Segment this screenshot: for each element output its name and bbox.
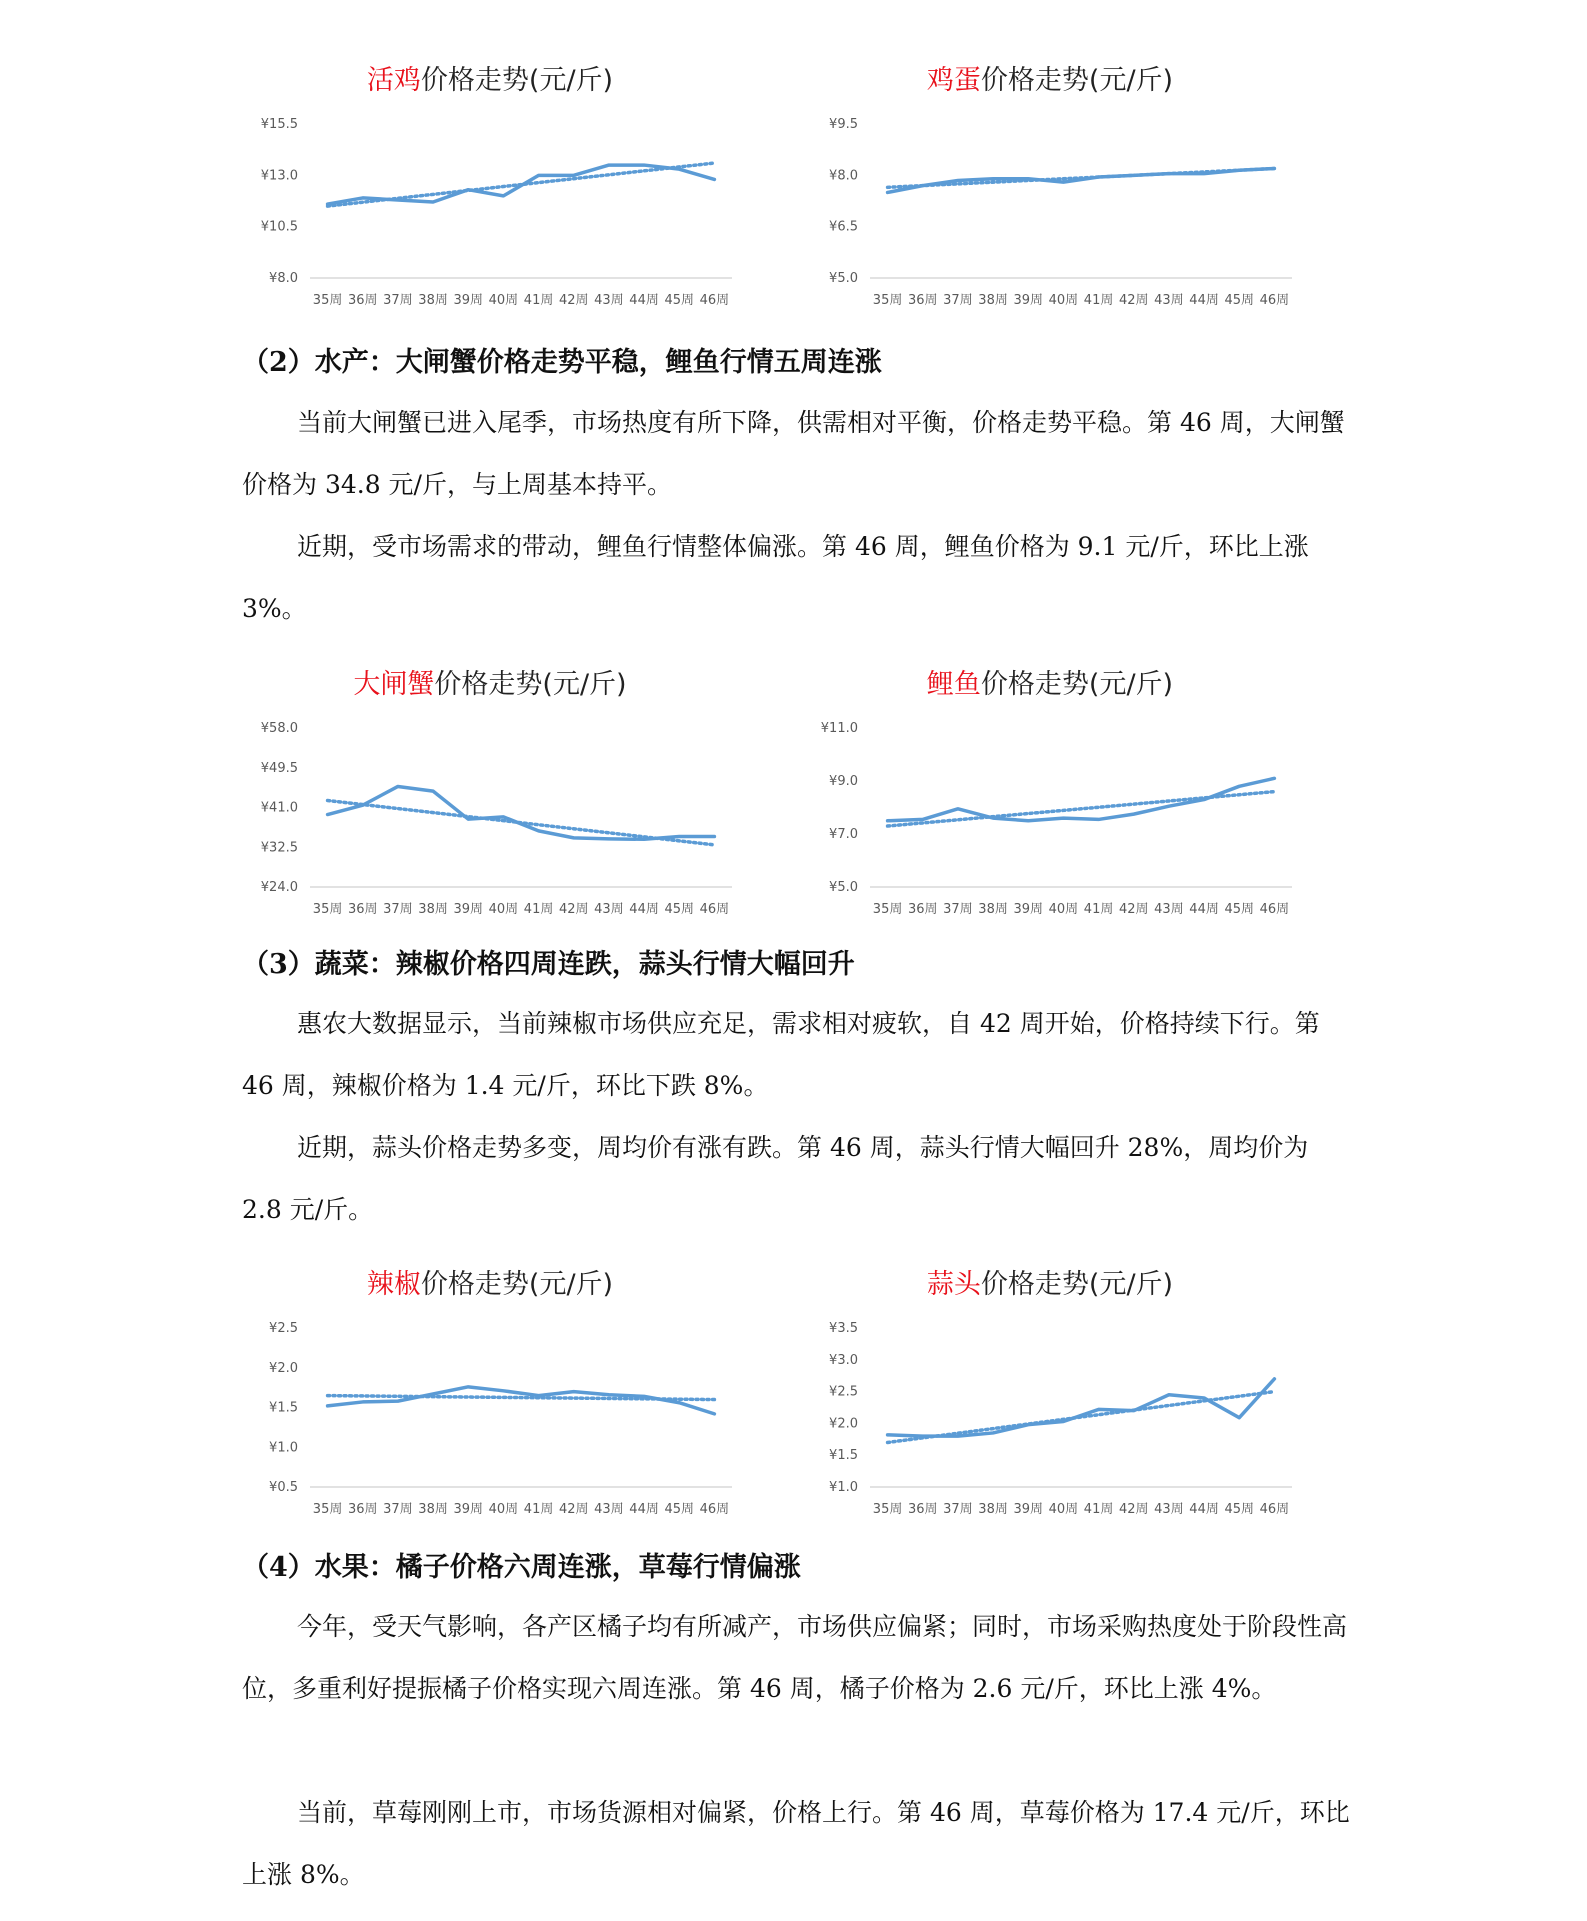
x-tick-label: 45周 bbox=[664, 293, 695, 308]
chart-chicken bbox=[240, 52, 740, 322]
x-tick-label: 42周 bbox=[558, 293, 589, 308]
price-line bbox=[328, 1387, 715, 1414]
chart-title bbox=[240, 662, 740, 701]
x-tick-label: 42周 bbox=[1118, 902, 1149, 917]
x-tick-label: 37周 bbox=[383, 293, 413, 308]
y-tick-label: ¥7.0 bbox=[829, 827, 858, 842]
x-tick-label: 37周 bbox=[943, 1502, 973, 1517]
x-tick-label: 36周 bbox=[347, 293, 378, 308]
price-line bbox=[888, 778, 1275, 820]
x-tick-label: 41周 bbox=[523, 1502, 554, 1517]
x-tick-label: 44周 bbox=[1189, 1502, 1219, 1517]
x-tick-label: 44周 bbox=[629, 293, 659, 308]
x-tick-label: 41周 bbox=[1083, 1502, 1114, 1517]
x-tick-label: 45周 bbox=[1224, 902, 1255, 917]
x-tick-label: 40周 bbox=[1048, 293, 1079, 308]
y-tick-label: ¥58.0 bbox=[260, 721, 298, 736]
chart-title-highlight: 鲤鱼 bbox=[926, 669, 981, 700]
x-tick-label: 43周 bbox=[594, 902, 624, 917]
x-tick-label: 35周 bbox=[872, 293, 903, 308]
x-tick-label: 38周 bbox=[418, 1502, 448, 1517]
x-tick-label: 46周 bbox=[1259, 1502, 1290, 1517]
x-tick-label: 40周 bbox=[488, 902, 519, 917]
y-tick-label: ¥2.0 bbox=[829, 1416, 858, 1432]
x-tick-label: 39周 bbox=[1013, 293, 1044, 308]
x-tick-label: 46周 bbox=[699, 293, 730, 308]
x-tick-label: 41周 bbox=[1083, 293, 1114, 308]
y-tick-label: ¥3.0 bbox=[829, 1352, 858, 1368]
chart-title bbox=[800, 1262, 1300, 1301]
y-tick-label: ¥1.0 bbox=[829, 1480, 858, 1495]
price-line bbox=[328, 786, 715, 839]
y-tick-label: ¥8.0 bbox=[829, 168, 858, 184]
chart-title-highlight: 蒜头 bbox=[926, 1269, 981, 1300]
y-tick-label: ¥10.5 bbox=[260, 219, 298, 235]
x-tick-label: 38周 bbox=[978, 902, 1008, 917]
x-tick-label: 43周 bbox=[594, 293, 624, 308]
y-tick-label: ¥13.0 bbox=[260, 168, 298, 184]
y-tick-label: ¥9.0 bbox=[829, 774, 858, 789]
x-tick-label: 35周 bbox=[872, 1502, 903, 1517]
x-tick-label: 46周 bbox=[1259, 902, 1290, 917]
x-tick-label: 35周 bbox=[872, 902, 903, 917]
chart-title-rest: 价格走势(元/斤) bbox=[980, 1269, 1174, 1300]
x-tick-label: 45周 bbox=[1224, 293, 1255, 308]
y-tick-label: ¥5.0 bbox=[829, 880, 858, 895]
x-tick-label: 46周 bbox=[699, 902, 730, 917]
price-line bbox=[888, 1379, 1275, 1436]
x-tick-label: 39周 bbox=[453, 293, 484, 308]
x-tick-label: 44周 bbox=[629, 1502, 659, 1517]
x-tick-label: 44周 bbox=[629, 902, 659, 917]
y-tick-label: ¥2.5 bbox=[829, 1384, 858, 1400]
y-tick-label: ¥0.5 bbox=[269, 1480, 298, 1495]
x-tick-label: 39周 bbox=[453, 902, 484, 917]
x-tick-label: 38周 bbox=[978, 293, 1008, 308]
chart-carp bbox=[800, 656, 1300, 931]
x-tick-label: 43周 bbox=[1154, 293, 1184, 308]
chart-title-highlight: 大闸蟹 bbox=[353, 669, 435, 700]
y-tick-label: ¥2.0 bbox=[269, 1360, 298, 1376]
x-tick-label: 37周 bbox=[943, 293, 973, 308]
paragraph-crab: 当前大闸蟹已进入尾季，市场热度有所下降，供需相对平衡，价格走势平稳。第 46 周，大闸蟹价格为 34.8 元/斤，与上周基本持平。 bbox=[242, 408, 1345, 499]
x-tick-label: 37周 bbox=[943, 902, 973, 917]
x-tick-label: 45周 bbox=[1224, 1502, 1255, 1517]
chart-pepper bbox=[240, 1256, 740, 1531]
chart-title-rest: 价格走势(元/斤) bbox=[420, 1269, 614, 1300]
paragraph-pepper: 惠农大数据显示，当前辣椒市场供应充足，需求相对疲软，自 42 周开始，价格持续下行。第 46 周，辣椒价格为 1.4 元/斤，环比下跌 8%。 bbox=[242, 1009, 1320, 1100]
x-tick-label: 39周 bbox=[1013, 902, 1044, 917]
chart-crab bbox=[240, 656, 740, 931]
x-tick-label: 45周 bbox=[664, 902, 695, 917]
x-tick-label: 41周 bbox=[1083, 902, 1114, 917]
x-tick-label: 38周 bbox=[418, 902, 448, 917]
chart-title bbox=[240, 1262, 740, 1301]
chart-title-rest: 价格走势(元/斤) bbox=[434, 669, 627, 700]
y-tick-label: ¥24.0 bbox=[260, 880, 298, 895]
x-tick-label: 36周 bbox=[907, 902, 938, 917]
x-tick-label: 35周 bbox=[312, 902, 343, 917]
chart-title-highlight: 活鸡 bbox=[366, 65, 421, 96]
price-line bbox=[888, 168, 1275, 192]
x-tick-label: 37周 bbox=[383, 1502, 413, 1517]
x-tick-label: 36周 bbox=[347, 1502, 378, 1517]
y-tick-label: ¥41.0 bbox=[260, 800, 298, 816]
y-tick-label: ¥3.5 bbox=[829, 1321, 858, 1336]
x-tick-label: 40周 bbox=[1048, 1502, 1079, 1517]
y-tick-label: ¥5.0 bbox=[829, 271, 858, 286]
chart-title bbox=[800, 58, 1300, 97]
chart-title-rest: 价格走势(元/斤) bbox=[980, 669, 1174, 700]
x-tick-label: 40周 bbox=[1048, 902, 1079, 917]
x-tick-label: 46周 bbox=[699, 1502, 730, 1517]
y-tick-label: ¥2.5 bbox=[269, 1321, 298, 1336]
x-tick-label: 42周 bbox=[558, 902, 589, 917]
chart-title-rest: 价格走势(元/斤) bbox=[420, 65, 614, 96]
chart-title-highlight: 辣椒 bbox=[366, 1269, 421, 1300]
x-tick-label: 42周 bbox=[558, 1502, 589, 1517]
paragraph-strawberry: 当前，草莓刚刚上市，市场货源相对偏紧，价格上行。第 46 周，草莓价格为 17.4 元/斤，环比上涨 8%。 bbox=[242, 1798, 1350, 1889]
y-tick-label: ¥15.5 bbox=[260, 117, 298, 132]
x-tick-label: 40周 bbox=[488, 293, 519, 308]
x-tick-label: 40周 bbox=[488, 1502, 519, 1517]
y-tick-label: ¥1.5 bbox=[269, 1400, 298, 1416]
chart-title-rest: 价格走势(元/斤) bbox=[980, 65, 1174, 96]
x-tick-label: 36周 bbox=[907, 1502, 938, 1517]
x-tick-label: 36周 bbox=[347, 902, 378, 917]
paragraph-garlic: 近期，蒜头价格走势多变，周均价有涨有跌。第 46 周，蒜头行情大幅回升 28%，周均价为 2.8 元/斤。 bbox=[242, 1133, 1309, 1224]
x-tick-label: 43周 bbox=[594, 1502, 624, 1517]
x-tick-label: 45周 bbox=[664, 1502, 695, 1517]
x-tick-label: 35周 bbox=[312, 1502, 343, 1517]
x-tick-label: 42周 bbox=[1118, 1502, 1149, 1517]
y-tick-label: ¥1.5 bbox=[829, 1448, 858, 1464]
y-tick-label: ¥49.5 bbox=[260, 760, 298, 776]
x-tick-label: 37周 bbox=[383, 902, 413, 917]
y-tick-label: ¥32.5 bbox=[260, 840, 298, 856]
x-tick-label: 43周 bbox=[1154, 1502, 1184, 1517]
section-heading-aquatic: （2）水产：大闸蟹价格走势平稳，鲤鱼行情五周连涨 bbox=[242, 347, 882, 378]
x-tick-label: 35周 bbox=[312, 293, 343, 308]
x-tick-label: 38周 bbox=[978, 1502, 1008, 1517]
chart-title-highlight: 鸡蛋 bbox=[926, 65, 981, 96]
x-tick-label: 44周 bbox=[1189, 902, 1219, 917]
chart-garlic bbox=[800, 1256, 1300, 1531]
x-tick-label: 36周 bbox=[907, 293, 938, 308]
section-heading-vegetable: （3）蔬菜：辣椒价格四周连跌，蒜头行情大幅回升 bbox=[242, 949, 855, 980]
y-tick-label: ¥11.0 bbox=[820, 721, 858, 736]
y-tick-label: ¥9.5 bbox=[829, 117, 858, 132]
paragraph-orange: 今年，受天气影响，各产区橘子均有所减产，市场供应偏紧；同时，市场采购热度处于阶段性高位，多重利好提振橘子价格实现六周连涨。第 46 周，橘子价格为 2.6 元/斤，环比上涨 4%。 bbox=[242, 1612, 1348, 1703]
chart-egg bbox=[800, 52, 1300, 322]
y-tick-label: ¥1.0 bbox=[269, 1440, 298, 1456]
x-tick-label: 42周 bbox=[1118, 293, 1149, 308]
x-tick-label: 46周 bbox=[1259, 293, 1290, 308]
x-tick-label: 39周 bbox=[453, 1502, 484, 1517]
x-tick-label: 38周 bbox=[418, 293, 448, 308]
x-tick-label: 41周 bbox=[523, 293, 554, 308]
y-tick-label: ¥6.5 bbox=[829, 219, 858, 235]
x-tick-label: 43周 bbox=[1154, 902, 1184, 917]
x-tick-label: 39周 bbox=[1013, 1502, 1044, 1517]
y-tick-label: ¥8.0 bbox=[269, 271, 298, 286]
section-heading-fruit: （4）水果：橘子价格六周连涨，草莓行情偏涨 bbox=[242, 1552, 801, 1583]
paragraph-carp: 近期，受市场需求的带动，鲤鱼行情整体偏涨。第 46 周，鲤鱼价格为 9.1 元/斤，环比上涨 3%。 bbox=[242, 532, 1309, 623]
x-tick-label: 44周 bbox=[1189, 293, 1219, 308]
chart-title bbox=[800, 662, 1300, 701]
chart-title bbox=[240, 58, 740, 97]
x-tick-label: 41周 bbox=[523, 902, 554, 917]
